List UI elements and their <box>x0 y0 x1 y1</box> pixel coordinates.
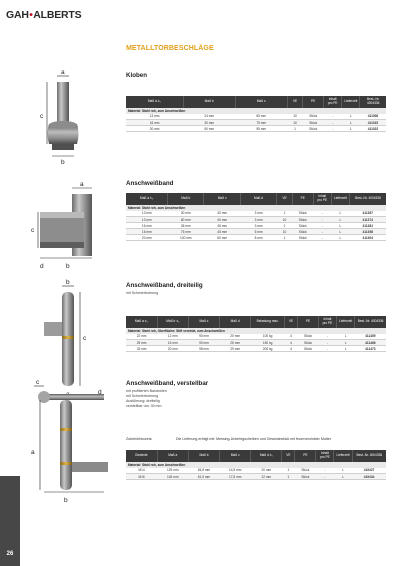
kloben-dim-a: a <box>61 69 65 76</box>
table-cell: 29 mm <box>220 346 251 352</box>
table-cell: Stück <box>295 474 316 480</box>
table-cell: 95 mm <box>235 126 287 132</box>
table-cell: 100 mm <box>168 235 204 241</box>
table-cell: 1 <box>277 223 293 229</box>
table-cell: - <box>313 211 331 217</box>
table-cell: 1 <box>277 211 293 217</box>
dreiteilig-table <box>126 316 386 352</box>
table-cell: 10 <box>287 120 303 126</box>
kloben-th-1: Maß b <box>183 96 235 108</box>
dreiteilig-title: Anschweißband, dreiteilig <box>126 282 203 289</box>
verstellbar-dim-c: c <box>36 379 40 386</box>
table-cell: 3 mm <box>240 223 276 229</box>
verstellbar-th-5: VE <box>282 450 295 462</box>
table-cell: - <box>318 346 336 352</box>
kloben-dim-c: c <box>40 113 44 120</box>
table-cell: 16 mm <box>126 120 183 126</box>
table-cell: Stück <box>295 468 316 474</box>
table-cell: 17,8 mm <box>220 474 251 480</box>
table-cell: 30 mm <box>168 211 204 217</box>
table-row <box>126 474 386 480</box>
table-cell: 35 mm <box>168 223 204 229</box>
table-cell: 3 mm <box>240 217 276 223</box>
table-cell: Stück <box>303 126 324 132</box>
verstellbar-note-0: mit profilierten Bandrollen <box>126 389 167 393</box>
page-number: 26 <box>6 551 14 557</box>
table-cell: 98 mm <box>188 346 219 352</box>
table-cell: Stück <box>292 223 313 229</box>
table-cell: L <box>331 217 349 223</box>
anschweissband-th-4: VE <box>277 193 293 205</box>
article-number: 411459 <box>355 334 386 340</box>
dreiteilig-note-0: mit Schmierbohrung <box>126 291 159 295</box>
table-cell: 5 mm <box>240 229 276 235</box>
dreiteilig-th-7: Inhalt pro PE <box>318 316 336 328</box>
verstellbar-table <box>126 450 386 480</box>
verstellbar-th-1: Maß a <box>157 450 188 462</box>
table-cell: 33 mm <box>126 346 157 352</box>
table-cell: - <box>313 217 331 223</box>
table-cell: 30 mm <box>183 120 235 126</box>
table-cell: 45 mm <box>204 223 240 229</box>
brand-part2: ALBERTS <box>33 9 82 21</box>
anschweissband-th-5: PE <box>292 193 313 205</box>
table-cell: 13 mm <box>126 114 183 120</box>
article-number: 411367 <box>350 211 386 217</box>
table-cell: 10 <box>277 229 293 235</box>
anschweissband-th-6: Inhalt pro PE <box>313 193 331 205</box>
table-cell: 25 mm <box>220 340 251 346</box>
table-cell: 80 mm <box>168 217 204 223</box>
table-cell: L <box>334 474 352 480</box>
table-cell: L <box>342 120 360 126</box>
table-cell: L <box>337 346 355 352</box>
verstellbar-th-9: Best.-Nr. 4004336 <box>352 450 386 462</box>
table-row <box>126 346 386 352</box>
table-cell: L <box>331 235 349 241</box>
table-cell: 75 mm <box>235 120 287 126</box>
table-cell: 13 mm <box>126 217 168 223</box>
table-cell: 15 mm <box>157 340 188 346</box>
table-cell: 125 mm <box>157 468 188 474</box>
verstellbar-dim-a: a <box>31 449 35 456</box>
table-cell: L <box>334 468 352 474</box>
verstellbar-title: Anschweißband, verstellbar <box>126 380 209 387</box>
kloben-th-7: Best.-Nr. 4004336 <box>360 96 386 108</box>
verstellbar-dim-b: b <box>64 497 68 504</box>
article-number: 419434 <box>352 474 386 480</box>
table-cell: 45 mm <box>204 229 240 235</box>
article-number: 411404 <box>350 235 386 241</box>
table-cell: 150 kg <box>251 340 285 346</box>
article-number: 411374 <box>350 217 386 223</box>
table-cell: 13 mm <box>126 211 168 217</box>
kloben-dim-b: b <box>61 159 65 166</box>
table-cell: 24 mm <box>183 114 235 120</box>
table-cell: 40 mm <box>204 211 240 217</box>
table-cell: 61,5 mm <box>188 474 219 480</box>
table-cell: 50 mm <box>183 126 235 132</box>
table-cell: - <box>324 126 342 132</box>
kloben-title: Kloben <box>126 72 147 79</box>
table-cell: Stück <box>292 211 313 217</box>
dreiteilig-th-2: Maß c <box>188 316 219 328</box>
anschweissband-title: Anschweißband <box>126 180 174 187</box>
table-cell: 4 <box>285 346 298 352</box>
table-cell: 20 mm <box>157 346 188 352</box>
anschweissband-th-1: Maß b <box>168 193 204 205</box>
table-cell: 3 mm <box>240 211 276 217</box>
table-cell: 16 mm <box>126 223 168 229</box>
table-cell: 10 <box>287 114 303 120</box>
article-number: 411015 <box>360 120 386 126</box>
table-cell: - <box>324 120 342 126</box>
table-cell: - <box>324 114 342 120</box>
dreiteilig-th-4: Belastung max. <box>251 316 285 328</box>
page-title: METALLTORBESCHLÄGE <box>126 45 214 52</box>
dreiteilig-th-6: PE <box>298 316 319 328</box>
table-cell: - <box>313 229 331 235</box>
article-number: 411466 <box>355 340 386 346</box>
dreiteilig-th-1: Maß b ±₀ <box>157 316 188 328</box>
table-cell: 90 mm <box>188 334 219 340</box>
table-cell: Stück <box>298 334 319 340</box>
anschweissband-image <box>31 181 92 270</box>
verstellbar-th-7: Inhalt pro PE <box>316 450 334 462</box>
table-cell: 12 mm <box>157 334 188 340</box>
verstellbar-th-4: Maß d ±₀ <box>251 450 282 462</box>
table-cell: Stück <box>298 340 319 346</box>
table-cell: 200 kg <box>251 346 285 352</box>
kloben-th-3: VE <box>287 96 303 108</box>
delivery-text: Die Lieferung erfolgt mit: Messing-Unterlegscheiben und Gewindestück mit feuerverzinkter Mutter <box>176 437 331 441</box>
anschweissband-dim-b: b <box>66 263 70 270</box>
material-text: Material: Stahl roh, zum Anschweißen <box>126 462 386 468</box>
table-cell: L <box>331 223 349 229</box>
article-number: 411381 <box>350 223 386 229</box>
anschweissband-th-3: Maß d <box>240 193 276 205</box>
dreiteilig-image <box>44 279 87 398</box>
anschweissband-th-7: Lieferzeit <box>331 193 349 205</box>
dreiteilig-th-3: Maß d <box>220 316 251 328</box>
table-cell: 40 mm <box>204 217 240 223</box>
dreiteilig-dim-b: b <box>66 279 70 286</box>
table-cell: 75 mm <box>168 229 204 235</box>
material-text: Material: Stahl roh, Oberfläche: Stift verzinkt, zum Anschweißen <box>126 328 386 334</box>
table-cell: L <box>337 334 355 340</box>
table-cell: 14,5 mm <box>220 468 251 474</box>
kloben-th-5: Inhalt pro PE <box>324 96 342 108</box>
table-cell: Stück <box>292 235 313 241</box>
dreiteilig-th-0: Maß a ±₀ <box>126 316 157 328</box>
anschweissband-dim-c: c <box>31 227 35 234</box>
brand-part1: GAH <box>6 9 29 21</box>
table-cell: L <box>337 340 355 346</box>
table-cell: 100 kg <box>251 334 285 340</box>
anschweissband-dim-d: d <box>40 263 44 270</box>
kloben-table <box>126 96 386 132</box>
article-number: 419427 <box>352 468 386 474</box>
table-cell: 60 mm <box>204 235 240 241</box>
kloben-th-0: Maß a ±₀ <box>126 96 183 108</box>
table-cell: 4 <box>285 340 298 346</box>
table-cell: - <box>318 334 336 340</box>
table-cell: 1 <box>282 474 295 480</box>
table-cell: 8 mm <box>240 235 276 241</box>
verstellbar-image <box>31 379 108 504</box>
brand-amp: • <box>29 9 33 21</box>
material-text: Material: Stahl roh, zum Anschweißen <box>126 205 386 211</box>
article-number: 411022 <box>360 126 386 132</box>
kloben-th-6: Lieferzeit <box>342 96 360 108</box>
material-text: Material: Stahl roh, zum Anschweißen <box>126 108 386 114</box>
anschweissband-table <box>126 193 386 241</box>
table-cell: 20 mm <box>220 334 251 340</box>
table-cell: - <box>313 223 331 229</box>
table-cell: M16 <box>126 474 157 480</box>
verstellbar-dim-d: d <box>98 389 102 396</box>
table-cell: Stück <box>298 346 319 352</box>
table-cell: 20 mm <box>251 468 282 474</box>
anschweissband-th-2: Maß c <box>204 193 240 205</box>
anschweissband-dim-a: a <box>80 181 84 188</box>
anschweissband-th-8: Best.-Nr. 4004336 <box>350 193 386 205</box>
verstellbar-th-6: PE <box>295 450 316 462</box>
table-cell: 16 mm <box>126 229 168 235</box>
table-cell: Stück <box>303 114 324 120</box>
verstellbar-th-3: Maß c <box>220 450 251 462</box>
table-cell: L <box>331 229 349 235</box>
article-number: 411473 <box>355 346 386 352</box>
dreiteilig-dim-c: c <box>83 335 87 342</box>
kloben-th-4: PE <box>303 96 324 108</box>
anschweissband-th-0: Maß a ±₀ <box>126 193 168 205</box>
table-cell: 22 mm <box>251 474 282 480</box>
table-cell: L <box>342 114 360 120</box>
verstellbar-th-0: Gewinde <box>126 450 157 462</box>
table-cell: 1 <box>282 468 295 474</box>
table-cell: Stück <box>292 229 313 235</box>
table-cell: 22 mm <box>126 334 157 340</box>
table-cell: 20 mm <box>126 126 183 132</box>
table-cell: M14 <box>126 468 157 474</box>
table-cell: 20 mm <box>126 235 168 241</box>
verstellbar-th-2: Maß b <box>188 450 219 462</box>
dreiteilig-th-5: VE <box>285 316 298 328</box>
table-cell: - <box>316 474 334 480</box>
table-cell: 65 mm <box>235 114 287 120</box>
table-row <box>126 126 386 132</box>
table-cell: - <box>313 235 331 241</box>
table-cell: - <box>318 340 336 346</box>
article-number: 411398 <box>350 229 386 235</box>
table-cell: 25 mm <box>126 340 157 346</box>
dreiteilig-th-9: Best.-Nr. 4004336 <box>355 316 386 328</box>
table-cell: Stück <box>303 120 324 126</box>
kloben-image <box>40 69 79 166</box>
verstellbar-note-2: Ausführung: dreiteilig <box>126 399 160 403</box>
table-cell: Stück <box>292 217 313 223</box>
table-cell: 10 <box>277 217 293 223</box>
table-cell: L <box>331 211 349 217</box>
table-cell: 1 <box>277 235 293 241</box>
table-row <box>126 235 386 241</box>
table-cell: L <box>342 126 360 132</box>
dreiteilig-th-8: Lieferzeit <box>337 316 355 328</box>
verstellbar-note-1: mit Schmierbohrung <box>126 394 159 398</box>
table-cell: 54,8 mm <box>188 468 219 474</box>
table-cell: 4 <box>285 334 298 340</box>
table-cell: 90 mm <box>188 340 219 346</box>
table-cell: - <box>316 468 334 474</box>
kloben-th-2: Maß c <box>235 96 287 108</box>
delivery-label: Zubehörhinweis: <box>126 437 153 441</box>
verstellbar-th-8: Lieferzeit <box>334 450 352 462</box>
table-cell: 1 <box>287 126 303 132</box>
article-number: 411008 <box>360 114 386 120</box>
table-cell: 145 mm <box>157 474 188 480</box>
verstellbar-note-3: verstellbar um: 30 mm <box>126 404 162 408</box>
